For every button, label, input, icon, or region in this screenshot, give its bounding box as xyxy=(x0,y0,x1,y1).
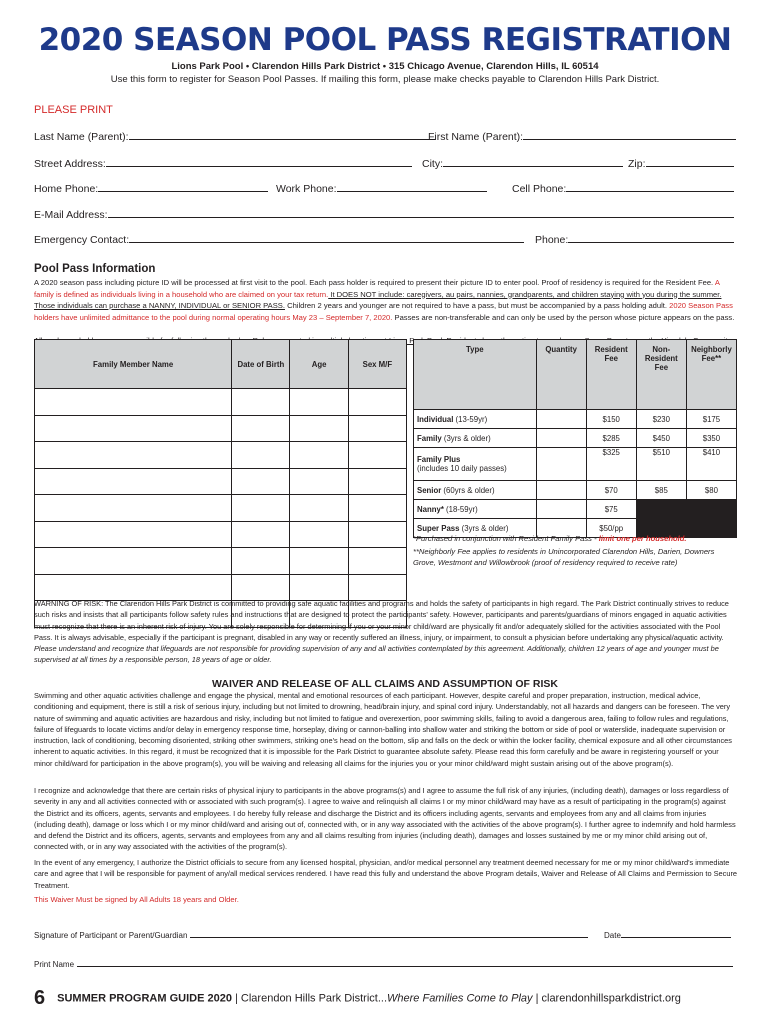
family-member-row xyxy=(35,468,407,495)
pool-info-paragraph xyxy=(34,277,738,323)
fee-type-cell xyxy=(414,481,537,500)
age-cell[interactable] xyxy=(290,468,348,495)
season-dates: 2020 Season Pass holders have unlimited admittance to the pool during normal operating hours May 23 – September 7, 2020. xyxy=(34,301,733,322)
sex-cell[interactable] xyxy=(348,442,406,469)
neighborly-fee-cell: $80 xyxy=(686,481,736,500)
footer-district: Clarendon Hills Park District... xyxy=(240,992,388,1005)
page-title: 2020 SEASON POOL PASS REGISTRATION xyxy=(38,22,732,58)
dob-cell[interactable] xyxy=(232,389,290,416)
email-field[interactable] xyxy=(34,208,734,221)
fee-type-cell xyxy=(414,429,537,448)
fee-row xyxy=(414,429,737,448)
pool-info-text-3: Passes are non-transferable and can only be used by the person whose picture appears on the pass. xyxy=(392,312,735,322)
family-name-header: Family Member Name xyxy=(35,340,232,389)
quantity-cell[interactable] xyxy=(536,429,586,448)
cell-phone-field[interactable] xyxy=(512,182,734,195)
street-address-label: Street Address: xyxy=(34,158,106,170)
city-label: City: xyxy=(422,158,443,170)
email-label: E-Mail Address: xyxy=(34,209,108,221)
age-cell[interactable] xyxy=(290,415,348,442)
sex-header: Sex M/F xyxy=(348,340,406,389)
dob-cell[interactable] xyxy=(232,495,290,522)
age-cell[interactable] xyxy=(290,442,348,469)
resident-fee-cell: $325 xyxy=(586,448,636,481)
fee-row xyxy=(414,481,737,500)
neighborly-fee-cell: $410 xyxy=(686,448,736,481)
family-member-name-cell[interactable] xyxy=(35,415,232,442)
work-phone-label: Work Phone: xyxy=(276,183,337,195)
fee-type-detail: (3yrs & older) xyxy=(441,433,491,443)
pool-info-text-2: Children 2 years and younger are not required to have a pass, but must be accompanied by a pass holding adult. xyxy=(284,301,670,310)
age-cell[interactable] xyxy=(290,574,348,601)
family-exclusions: It DOES NOT include: caregivers, au pairs, nannies, grandparents, and children staying with you during the summer. Those individuals can purchase a NANNY, INDIVIDUAL or SENIOR PASS. xyxy=(34,289,722,310)
signature-label: Signature of Participant or Parent/Guardian xyxy=(34,931,188,940)
neighborly-note: **Neighborly Fee applies to residents in Unincorporated Clarendon Hills, Darien, Downers Grove, Westmont and Willowbrook (proof of residency required to receive rate) xyxy=(413,547,715,567)
resident-fee-cell: $285 xyxy=(586,429,636,448)
nonresident-fee-cell: $230 xyxy=(636,410,686,429)
resident-fee-cell: $50/pp xyxy=(586,519,636,538)
last-name-field[interactable] xyxy=(34,130,435,143)
dob-cell[interactable] xyxy=(232,574,290,601)
emergency-contact-field[interactable] xyxy=(34,233,524,246)
warning-of-risk xyxy=(34,598,738,666)
footer-guide: SUMMER PROGRAM GUIDE 2020 xyxy=(57,992,232,1005)
fee-type-detail: (60yrs & older) xyxy=(441,485,495,495)
pool-info-heading: Pool Pass Information xyxy=(34,263,156,275)
family-definition: A family is defined as individuals living in a household who are claimed on your tax return. xyxy=(34,278,720,299)
quantity-header: Quantity xyxy=(536,340,586,410)
cell-phone-label: Cell Phone: xyxy=(512,183,567,195)
quantity-cell[interactable] xyxy=(536,410,586,429)
street-address-field[interactable] xyxy=(34,157,412,170)
nonresident-fee-cell: $450 xyxy=(636,429,686,448)
resident-fee-cell: $70 xyxy=(586,481,636,500)
resident-fee-cell: $75 xyxy=(586,500,636,519)
family-member-row xyxy=(35,442,407,469)
fee-row xyxy=(414,500,737,519)
nonresident-fee-header: Non-Resident Fee xyxy=(636,340,686,410)
age-header: Age xyxy=(290,340,348,389)
fee-type-name: Individual xyxy=(417,414,454,424)
age-cell[interactable] xyxy=(290,548,348,575)
quantity-cell[interactable] xyxy=(536,448,586,481)
fee-type-detail: (18-59yr) xyxy=(443,504,478,514)
sex-cell[interactable] xyxy=(348,521,406,548)
first-name-field[interactable] xyxy=(428,130,736,143)
emergency-phone-field[interactable] xyxy=(535,233,734,246)
zip-field[interactable] xyxy=(628,157,734,170)
header-address: Lions Park Pool • Clarendon Hills Park District • 315 Chicago Avenue, Clarendon Hills, IL 60514 xyxy=(171,61,599,72)
date-label: Date xyxy=(604,931,621,940)
dob-cell[interactable] xyxy=(232,548,290,575)
nonresident-fee-cell: $510 xyxy=(636,448,686,481)
family-member-name-cell[interactable] xyxy=(35,442,232,469)
dob-cell[interactable] xyxy=(232,415,290,442)
home-phone-label: Home Phone: xyxy=(34,183,99,195)
age-cell[interactable] xyxy=(290,389,348,416)
fee-type-name: Super Pass xyxy=(417,523,460,533)
family-member-row xyxy=(35,548,407,575)
family-member-row xyxy=(35,521,407,548)
warning-italic-text: Please understand and recognize that lifeguards are not responsible for providing supervision of any and all activities contemplated by this agreement. Additionally, children 12 years of age and younger must be supervised at all times by a responsible person, 18 years of age or older. xyxy=(34,644,719,665)
fee-row xyxy=(414,410,737,429)
fee-type-detail: (13-59yr) xyxy=(453,414,488,424)
family-member-name-cell[interactable] xyxy=(35,495,232,522)
family-member-row xyxy=(35,574,407,601)
quantity-cell[interactable] xyxy=(536,481,586,500)
footer-website: clarendonhillsparkdistrict.org xyxy=(541,992,681,1005)
fee-type-name: Nanny* xyxy=(417,504,444,514)
neighborly-fee-cell: $350 xyxy=(686,429,736,448)
fee-type-detail: (3yrs & older) xyxy=(459,523,509,533)
dob-cell[interactable] xyxy=(232,442,290,469)
fee-type-name: Family xyxy=(417,433,442,443)
family-member-row xyxy=(35,415,407,442)
family-member-name-cell[interactable] xyxy=(35,389,232,416)
pool-info-text-1: A 2020 season pass including picture ID will be processed at first visit to the pool. Each pass holder is required to present their picture ID to enter pool. Proof of residency is required for the Resident Fee. xyxy=(34,278,715,287)
sex-cell[interactable] xyxy=(348,415,406,442)
fee-row xyxy=(414,448,737,481)
print-name-field[interactable] xyxy=(34,957,733,969)
last-name-label: Last Name (Parent): xyxy=(34,131,129,143)
waiver-heading: WAIVER AND RELEASE OF ALL CLAIMS AND ASSUMPTION OF RISK xyxy=(212,678,558,690)
emergency-contact-label: Emergency Contact: xyxy=(34,234,130,246)
neighborly-fee-cell xyxy=(686,500,736,519)
work-phone-field[interactable] xyxy=(276,182,487,195)
resident-fee-cell: $150 xyxy=(586,410,636,429)
dob-header: Date of Birth xyxy=(232,340,290,389)
sex-cell[interactable] xyxy=(348,495,406,522)
emergency-phone-label: Phone: xyxy=(535,234,569,246)
waiver-paragraph-3: In the event of any emergency, I authorize the District officials to secure from any licensed hospital, physician, and/or medical personnel any treatment deemed necessary for me or my minor child/ward's immediate care and agree that I will be responsible for payment of any/all medical services rendered. I have read this fully and understand the above Program details, Waiver and Release of All Claims and Permission to Secure Treatment. xyxy=(34,858,738,890)
waiver-paragraph-1: Swimming and other aquatic activities challenge and engage the physical, mental and emotional resources of each participant. However, despite careful and proper preparation, instruction, medical advice, conditioning and equipment, there is still a risk of serious injury, including but not limited to drowning, head/brain injury, and spinal cord injury. Understandably, not all hazards and dangers can be foreseen. The very nature of swimming and aquatic activities are hazardous and risky, including but not limited to fatigue and overexertion, poor swimming skills, failing to avoid a dangerous area, failing to follow rules and regulations, failure of lifeguards to locate victims and/or delay in emergency response time, horseplay, diving or cannon-balling into shallow water and striking the bottom or side of pool or waterslide, inadequate supervision or instruction, lack of conditioning, becoming disoriented, striking other swimmers, striking one's head on the bottom, slip and falls on the deck or within the locker facility, chemical exposure and all other circumstances inherent to aquatic activities. In this regard, it must be recognized that it is impossible for the Park District to guarantee absolute safety. Please read this form carefully and be aware in registering yourself or your minor child/ward for participation in the above program(s), you will be waiving and releasing all claims for the injuries you or your minor child/ward might sustain arising out of the above program(s). xyxy=(34,691,732,768)
dob-cell[interactable] xyxy=(232,468,290,495)
fee-type-cell xyxy=(414,448,537,481)
signature-field[interactable] xyxy=(34,928,588,940)
sex-cell[interactable] xyxy=(348,574,406,601)
family-member-row xyxy=(35,389,407,416)
nanny-note xyxy=(413,533,737,544)
waiver-paragraph-2: I recognize and acknowledge that there are certain risks of physical injury to participants in the above programs(s) and I agree to assume the full risk of any injuries, (including death), damages or loss regardless of severity in any and all activities connected with or associated with such program(s). I agree to waive and relinquish all claims I or my minor child/ward may have as a result of participating in the program(s) against the District and its officers, agents, servants and employees. I do hereby fully release and discharge the District and its officers including agents, servants and employees from any and all claims from injuries (including death), damage or loss which I or my minor child/ward and arising out of, connected with, or in any way associated with the activities of the above program(s). I further agree to indemnify and hold harmless and defend the District and its officers, agents, servants and employees from any and all claims resulting from injuries (including death), damages and losses sustained by me or my minor child arising out of, connected with, or in any way associated with the activities of the program(s). xyxy=(34,786,736,852)
city-field[interactable] xyxy=(422,157,623,170)
family-member-name-cell[interactable] xyxy=(35,468,232,495)
page-number: 6 xyxy=(34,987,46,1009)
home-phone-field[interactable] xyxy=(34,182,268,195)
nonresident-fee-cell xyxy=(636,500,686,519)
warning-text: WARNING OF RISK: The Clarendon Hills Park District is committed to providing safe aquatic facilities and programs and holds the safety of participants in high regard. The Park District continually strives to reduce such risks and insists that all participants follow safety rules and instructions that are designed to protect the participants' safety. However, participants and parents/guardians of minors engaged in aquatic activities must recognize that there is an inherent risk of injury. You are solely responsible for determining if you or your minor child/ward are physically fit and/or adequately skilled for the activities associated with the Pool Pass. It is always advisable, especially if the participant is pregnant, disabled in any way or recently suffered an illness, injury, or impairment, to consult a physician before undertaking any physical/aquatic activity. xyxy=(34,599,729,642)
date-field[interactable] xyxy=(604,928,731,940)
footer-sep-2: | xyxy=(532,992,542,1005)
footer-tagline: Where Families Come to Play xyxy=(387,992,533,1005)
dob-cell[interactable] xyxy=(232,521,290,548)
family-member-table xyxy=(34,339,407,628)
fee-type-cell xyxy=(414,410,537,429)
fee-type-name: Family Plus xyxy=(417,455,461,464)
age-cell[interactable] xyxy=(290,521,348,548)
family-member-name-cell[interactable] xyxy=(35,521,232,548)
zip-label: Zip: xyxy=(628,158,646,170)
fee-type-name: Senior xyxy=(417,485,442,495)
nanny-limit: limit one per household. xyxy=(598,534,687,543)
age-cell[interactable] xyxy=(290,495,348,522)
sex-cell[interactable] xyxy=(348,468,406,495)
neighborly-fee-cell: $175 xyxy=(686,410,736,429)
quantity-cell[interactable] xyxy=(536,500,586,519)
nonresident-fee-cell: $85 xyxy=(636,481,686,500)
neighborly-fee-header: Neighborly Fee** xyxy=(686,340,736,410)
fee-type-detail: (includes 10 daily passes) xyxy=(417,464,507,473)
nanny-note-text: *Purchased in conjunction with Resident Family Pass - xyxy=(413,534,599,543)
family-member-name-cell[interactable] xyxy=(35,548,232,575)
footer-sep-1: | xyxy=(231,992,241,1005)
header-instructions: Use this form to register for Season Pool Passes. If mailing this form, please make checks payable to Clarendon Hills Park District. xyxy=(110,74,660,85)
fee-table xyxy=(413,339,737,538)
print-name-label: Print Name xyxy=(34,960,75,969)
family-member-name-cell[interactable] xyxy=(35,574,232,601)
page-footer xyxy=(34,987,681,1010)
resident-fee-header: Resident Fee xyxy=(586,340,636,410)
sex-cell[interactable] xyxy=(348,389,406,416)
family-member-row xyxy=(35,495,407,522)
fee-type-cell xyxy=(414,500,537,519)
please-print-label: PLEASE PRINT xyxy=(34,104,113,116)
first-name-label: First Name (Parent): xyxy=(428,131,524,143)
type-header: Type xyxy=(414,340,537,410)
sex-cell[interactable] xyxy=(348,548,406,575)
waiver-signed-note: This Waiver Must be signed by All Adults 18 years and Older. xyxy=(34,895,239,904)
